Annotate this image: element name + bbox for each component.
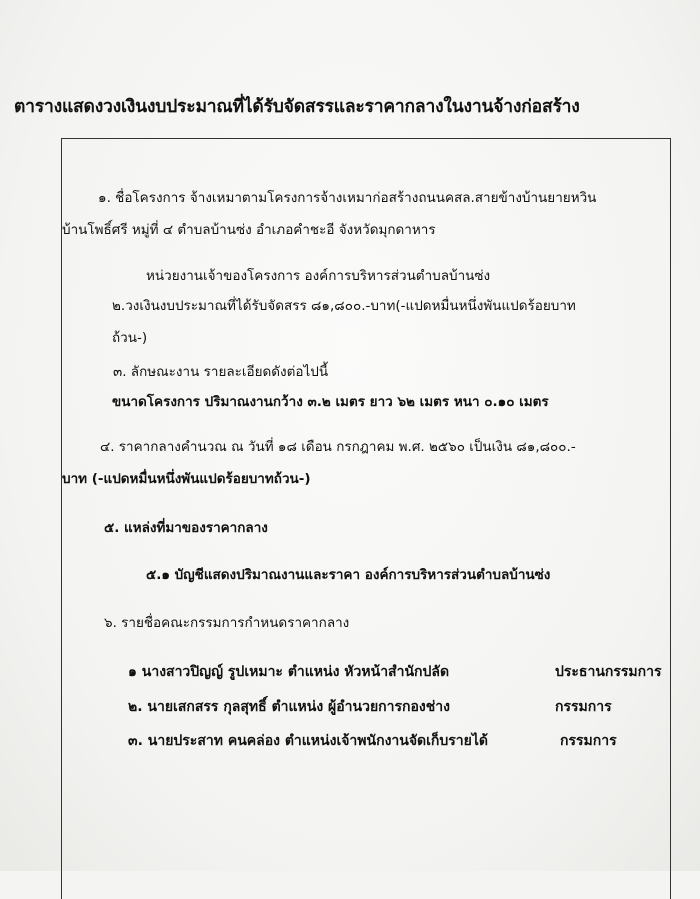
median-price-line-2: บาท (-แปดหมื่นหนึ่งพันแปดร้อยบาทถ้วน-) xyxy=(62,471,311,487)
committee-member-2-role: กรรมการ xyxy=(555,699,612,715)
committee-member-3-name: ๓. นายประสาท คนคล่อง ตำแหน่งเจ้าพนักงานจัดเก็บรายได้ xyxy=(128,733,488,749)
price-source-item: ๕.๑ บัญชีแสดงปริมาณงานและราคา องค์การบริหารส่วนตำบลบ้านซ่ง xyxy=(146,567,551,583)
work-characteristics: ๓. ลักษณะงาน รายละเอียดดังต่อไปนี้ xyxy=(113,364,329,380)
price-source-heading: ๕. แหล่งที่มาของราคากลาง xyxy=(104,520,268,536)
document-title: ตารางแสดงวงเงินงบประมาณที่ได้รับจัดสรรและราคากลางในงานจ้างก่อสร้าง xyxy=(14,97,580,117)
project-name-line-1: ๑. ชื่อโครงการ จ้างเหมาตามโครงการจ้างเหมาก่อสร้างถนนคสล.สายข้างบ้านยายหวิน xyxy=(98,190,597,206)
budget-line-2: ถ้วน-) xyxy=(112,330,148,346)
project-size: ขนาดโครงการ ปริมาณงานกว้าง ๓.๒ เมตร ยาว ๖๒ เมตร หนา ๐.๑๐ เมตร xyxy=(112,394,549,410)
committee-member-1-name: ๑ นางสาวปิญญ์ รูปเหมาะ ตำแหน่ง หัวหน้าสำนักปลัด xyxy=(128,664,450,680)
project-name-line-2: บ้านโพธิ์ศรี หมู่ที่ ๔ ตำบลบ้านซ่ง อำเภอคำชะอี จังหวัดมุกดาหาร xyxy=(62,222,436,238)
committee-member-3-role: กรรมการ xyxy=(560,733,617,749)
median-price-line-1: ๔. ราคากลางคำนวณ ณ วันที่ ๑๘ เดือน กรกฎาคม พ.ศ. ๒๕๖๐ เป็นเงิน ๘๑,๘๐๐.- xyxy=(100,439,576,455)
committee-member-2-name: ๒. นายเสกสรร กุลสุทธิ์ ตำแหน่ง ผู้อำนวยการกองช่าง xyxy=(128,699,450,715)
committee-heading: ๖. รายชื่อคณะกรรมการกำหนดราคากลาง xyxy=(104,615,350,631)
committee-member-1-role: ประธานกรรมการ xyxy=(555,664,662,680)
project-owner: หน่วยงานเจ้าของโครงการ องค์การบริหารส่วนตำบลบ้านซ่ง xyxy=(146,268,491,284)
budget-line-1: ๒.วงเงินงบประมาณที่ได้รับจัดสรร ๘๑,๘๐๐.-บาท(-แปดหมื่นหนึ่งพันแปดร้อยบาท xyxy=(112,298,576,314)
